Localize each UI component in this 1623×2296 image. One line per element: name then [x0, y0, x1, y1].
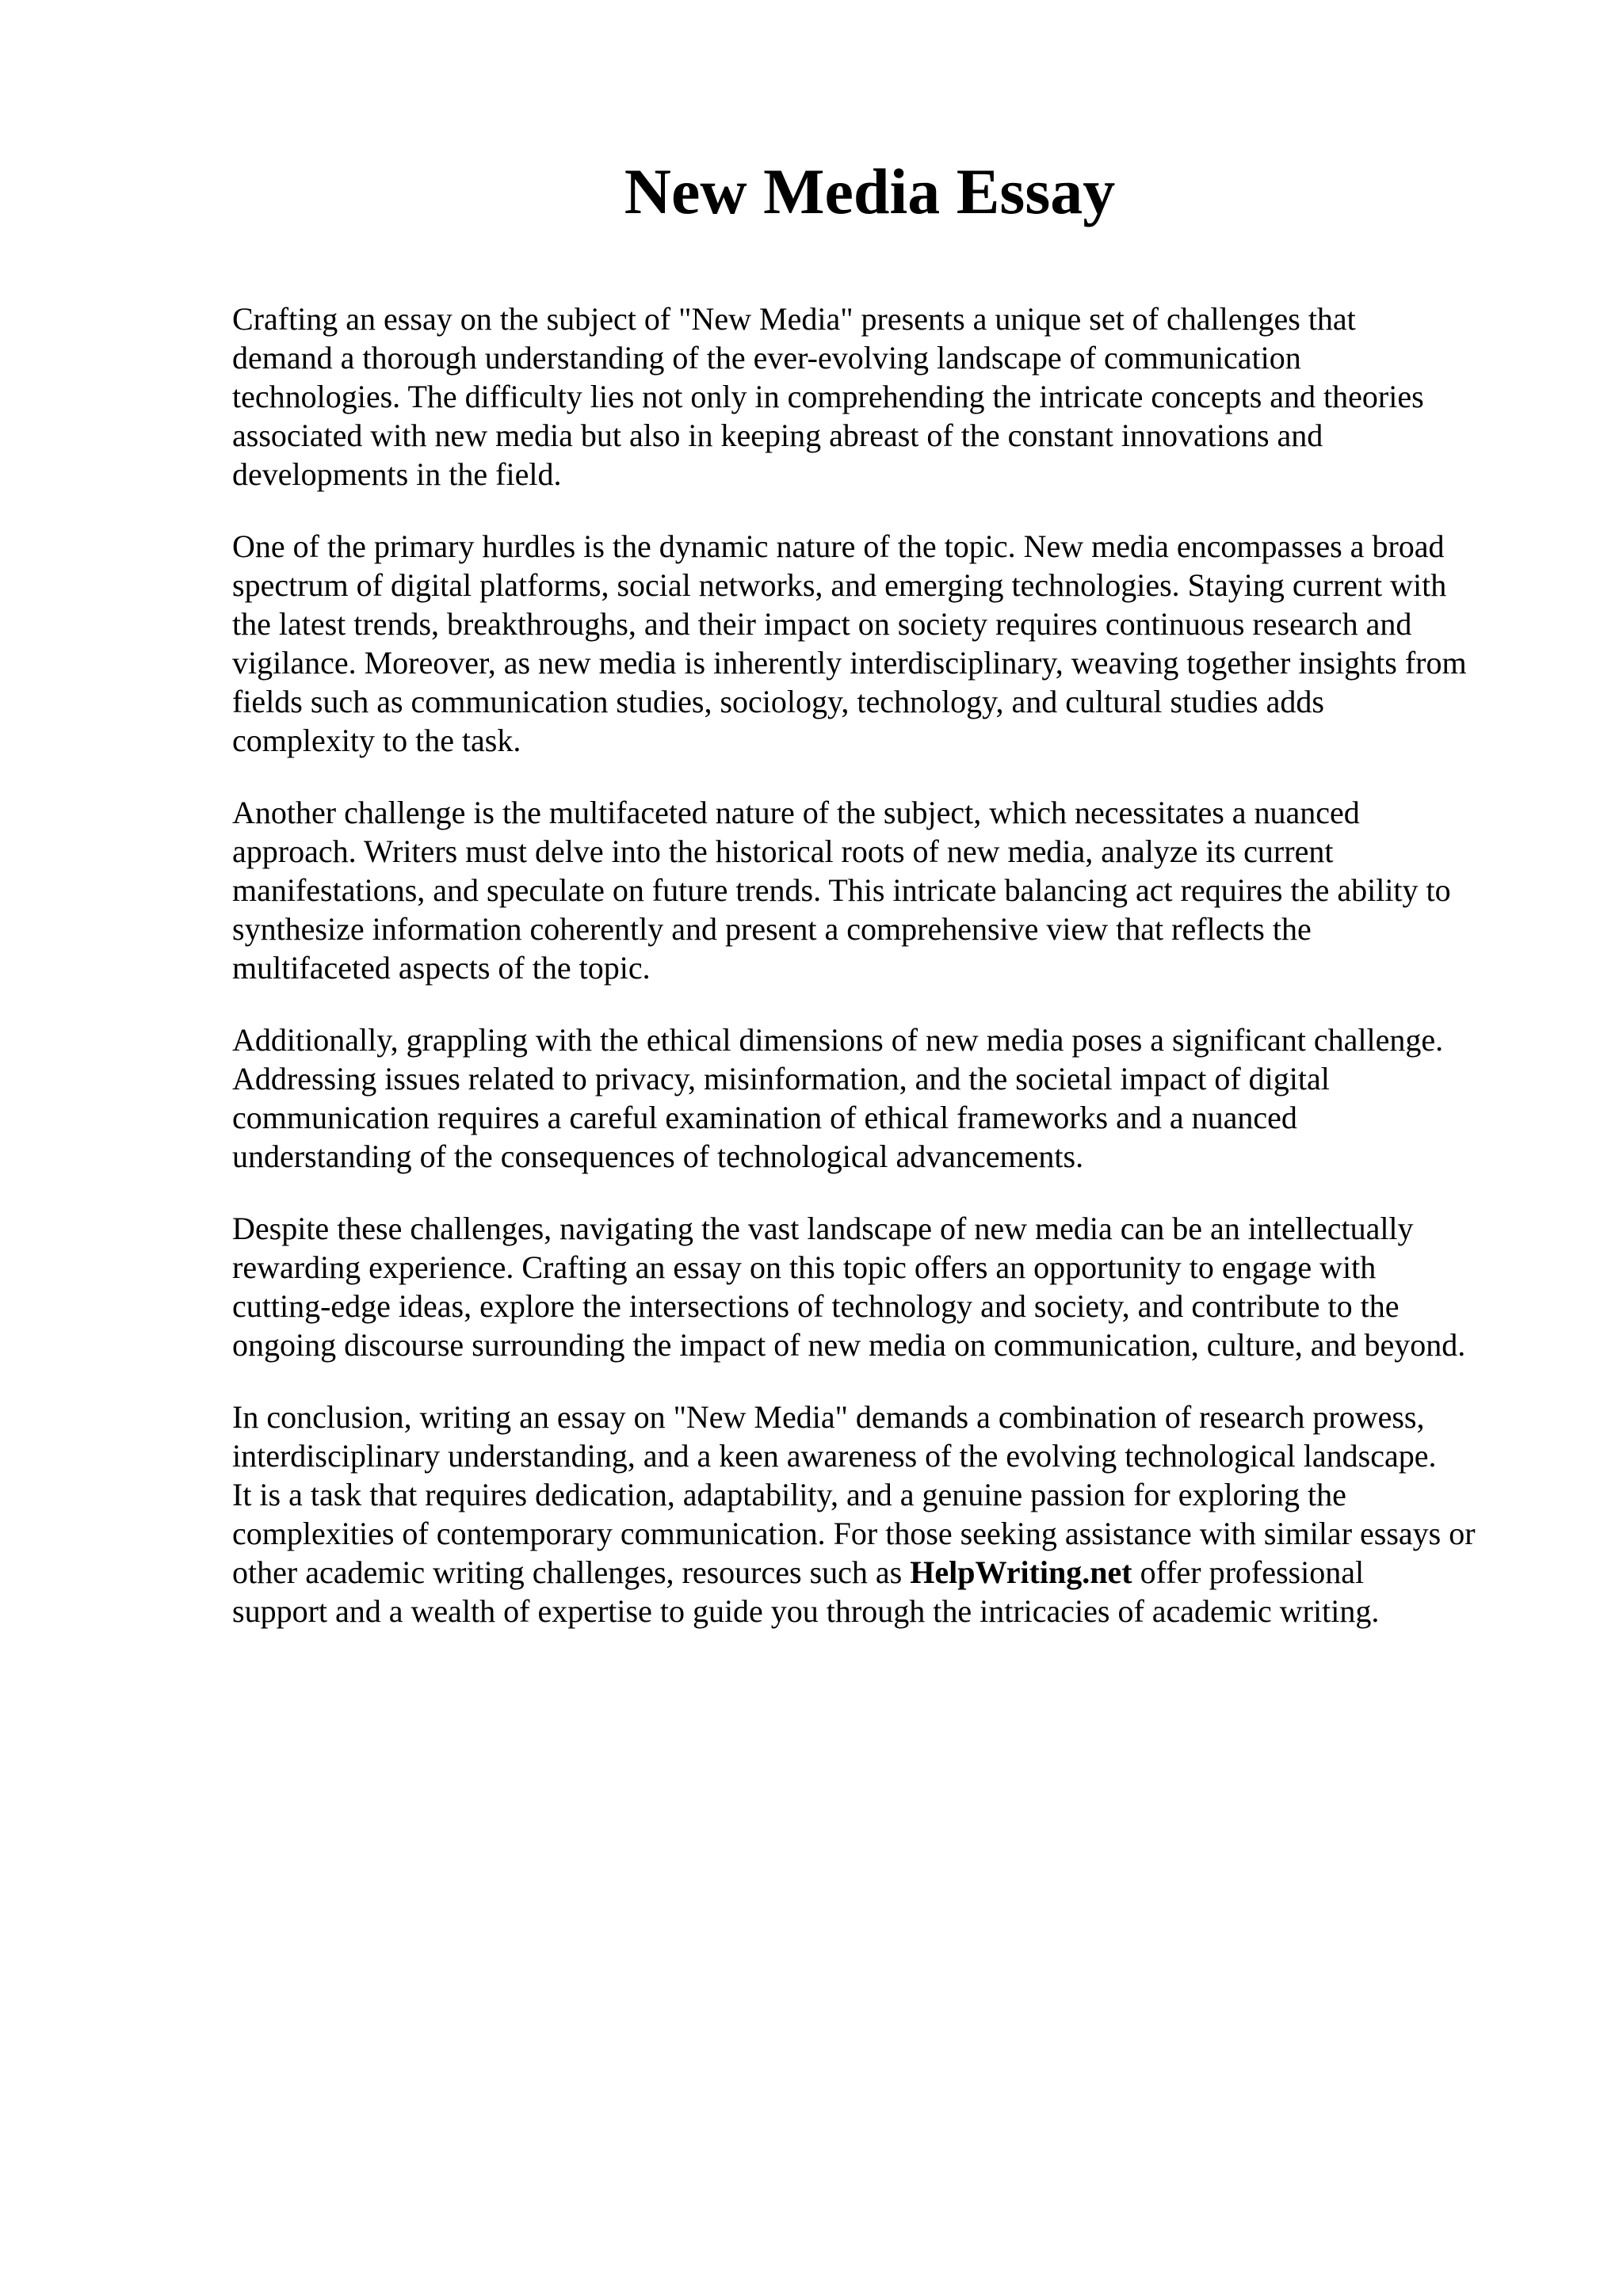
- text-line: ongoing discourse surrounding the impact of new media on communication, culture, and beyond.: [232, 1327, 1466, 1363]
- text-line: associated with new media but also in keeping abreast of the constant innovations and: [232, 418, 1323, 453]
- resource-line-after: offer professional: [1132, 1554, 1365, 1590]
- text-line: rewarding experience. Crafting an essay on this topic offers an opportunity to engage with: [232, 1249, 1377, 1285]
- text-line: Addressing issues related to privacy, misinformation, and the societal impact of digital: [232, 1061, 1330, 1097]
- text-line: understanding of the consequences of technological advancements.: [232, 1138, 1084, 1174]
- text-line: approach. Writers must delve into the historical roots of new media, analyze its current: [232, 833, 1334, 869]
- paragraph-rewards: [232, 1209, 1548, 1364]
- resource-name: HelpWriting.net: [910, 1554, 1132, 1590]
- text-line: Additionally, grappling with the ethical dimensions of new media poses a significant challenge.: [232, 1022, 1444, 1058]
- text-line: demand a thorough understanding of the ever-evolving landscape of communication: [232, 340, 1301, 376]
- text-line: One of the primary hurdles is the dynamic nature of the topic. New media encompasses a broad: [232, 528, 1445, 564]
- resource-line-before: other academic writing challenges, resources such as: [232, 1554, 911, 1590]
- text-line: complexities of contemporary communication. For those seeking assistance with similar essays or: [232, 1516, 1476, 1551]
- text-line: complexity to the task.: [232, 723, 521, 758]
- text-line: Another challenge is the multifaceted nature of the subject, which necessitates a nuanced: [232, 795, 1360, 830]
- text-line-resource: [232, 1553, 1548, 1592]
- paragraph-hurdles: [232, 527, 1548, 760]
- text-line: Despite these challenges, navigating the vast landscape of new media can be an intellectually: [232, 1211, 1414, 1246]
- text-line: interdisciplinary understanding, and a keen awareness of the evolving technological landscape.: [232, 1438, 1437, 1474]
- text-line: manifestations, and speculate on future trends. This intricate balancing act requires the ability to: [232, 872, 1451, 908]
- text-line: technologies. The difficulty lies not only in comprehending the intricate concepts and theories: [232, 379, 1424, 414]
- text-line: support and a wealth of expertise to guide you through the intricacies of academic writing.: [232, 1593, 1380, 1629]
- text-line: fields such as communication studies, sociology, technology, and cultural studies adds: [232, 684, 1324, 719]
- paragraph-ethics: [232, 1020, 1548, 1176]
- text-line: synthesize information coherently and present a comprehensive view that reflects the: [232, 911, 1312, 947]
- text-line: In conclusion, writing an essay on "New Media" demands a combination of research prowess,: [232, 1399, 1425, 1435]
- text-line: communication requires a careful examination of ethical frameworks and a nuanced: [232, 1100, 1297, 1135]
- text-line: vigilance. Moreover, as new media is inherently interdisciplinary, weaving together insights from: [232, 645, 1467, 681]
- document-title: New Media Essay: [624, 155, 1116, 227]
- paragraph-intro: [232, 299, 1548, 494]
- text-line: the latest trends, breakthroughs, and their impact on society requires continuous research and: [232, 606, 1412, 642]
- text-line: developments in the field.: [232, 456, 562, 492]
- paragraph-conclusion: [232, 1398, 1548, 1630]
- text-line: cutting-edge ideas, explore the intersections of technology and society, and contribute to the: [232, 1288, 1400, 1324]
- text-line: It is a task that requires dedication, adaptability, and a genuine passion for exploring the: [232, 1477, 1346, 1512]
- text-line: spectrum of digital platforms, social networks, and emerging technologies. Staying current with: [232, 567, 1447, 603]
- essay-body: [232, 299, 1548, 1664]
- text-line: multifaceted aspects of the topic.: [232, 950, 651, 986]
- paragraph-multifaceted: [232, 793, 1548, 987]
- text-line: Crafting an essay on the subject of "New Media" presents a unique set of challenges that: [232, 301, 1356, 337]
